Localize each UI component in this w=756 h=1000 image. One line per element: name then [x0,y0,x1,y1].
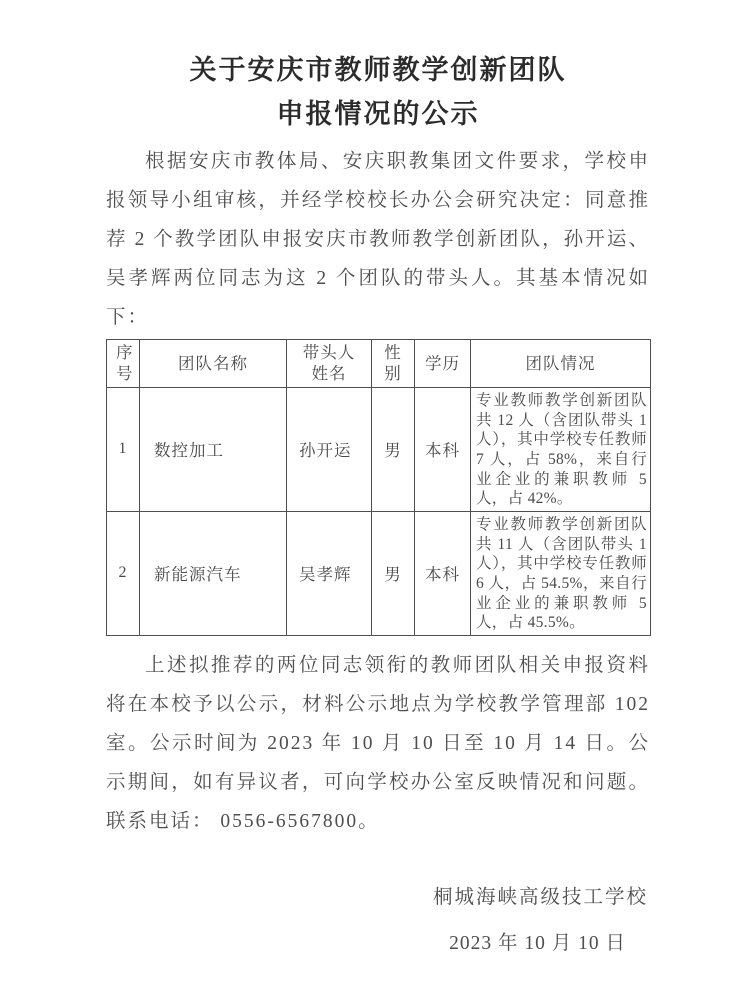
cell-no: 2 [107,511,140,635]
page-title [106,48,650,136]
closing-paragraph: 上述拟推荐的两位同志领衔的教师团队相关申报资料将在本校予以公示，材料公示地点为学校教学管理部 102 室。公示时间为 2023 年 10 月 10 日至 10 月 14 日。公示期间，如有异议者，可向学校办公室反映情况和问题。联系电话： 0556-6567800。 [106,654,650,832]
col-header-info: 团队情况 [471,340,651,388]
cell-degree: 本科 [415,387,471,511]
col-header-leader: 带头人姓名 [287,340,372,388]
signature-organization: 桐城海峡高级技工学校 [432,886,648,908]
col-header-team: 团队名称 [140,340,287,388]
cell-team-name: 数控加工 [140,387,287,511]
intro-paragraph: 根据安庆市教体局、安庆职教集团文件要求，学校申报领导小组审核，并经学校校长办公会研究决定：同意推荐 2 个教学团队申报安庆市教师教学创新团队，孙开运、吴孝辉两位同志为这 2 个团队的带头人。其基本情况如下： [106,151,650,328]
cell-team-info: 专业教师教学创新团队共 12 人（含团队带头 1 人），其中学校专任教师 7 人，占 58%，来自行业企业的兼职教师 5 人，占 42%。 [471,387,651,511]
col-header-gender: 性别 [372,340,415,388]
cell-leader-name: 吴孝辉 [287,511,372,635]
cell-no: 1 [107,387,140,511]
table-row [107,511,651,635]
cell-team-name: 新能源汽车 [140,511,287,635]
cell-degree: 本科 [415,511,471,635]
cell-leader-name: 孙开运 [287,387,372,511]
table-header-row [107,340,651,388]
page-title-line1: 关于安庆市教师教学创新团队 [189,55,567,85]
signature-block [106,875,650,967]
page-title-line2: 申报情况的公示 [276,99,480,129]
cell-gender: 男 [372,387,415,511]
col-header-degree: 学历 [415,340,471,388]
table-row [107,387,651,511]
teams-table [106,339,651,636]
signature-date: 2023 年 10 月 10 日 [449,932,626,954]
cell-team-info: 专业教师教学创新团队共 11 人（含团队带头 1 人），其中学校专任教师 6 人，占 54.5%，来自行业企业的兼职教师 5 人，占 45.5%。 [471,511,651,635]
col-header-no: 序号 [107,340,140,388]
cell-gender: 男 [372,511,415,635]
